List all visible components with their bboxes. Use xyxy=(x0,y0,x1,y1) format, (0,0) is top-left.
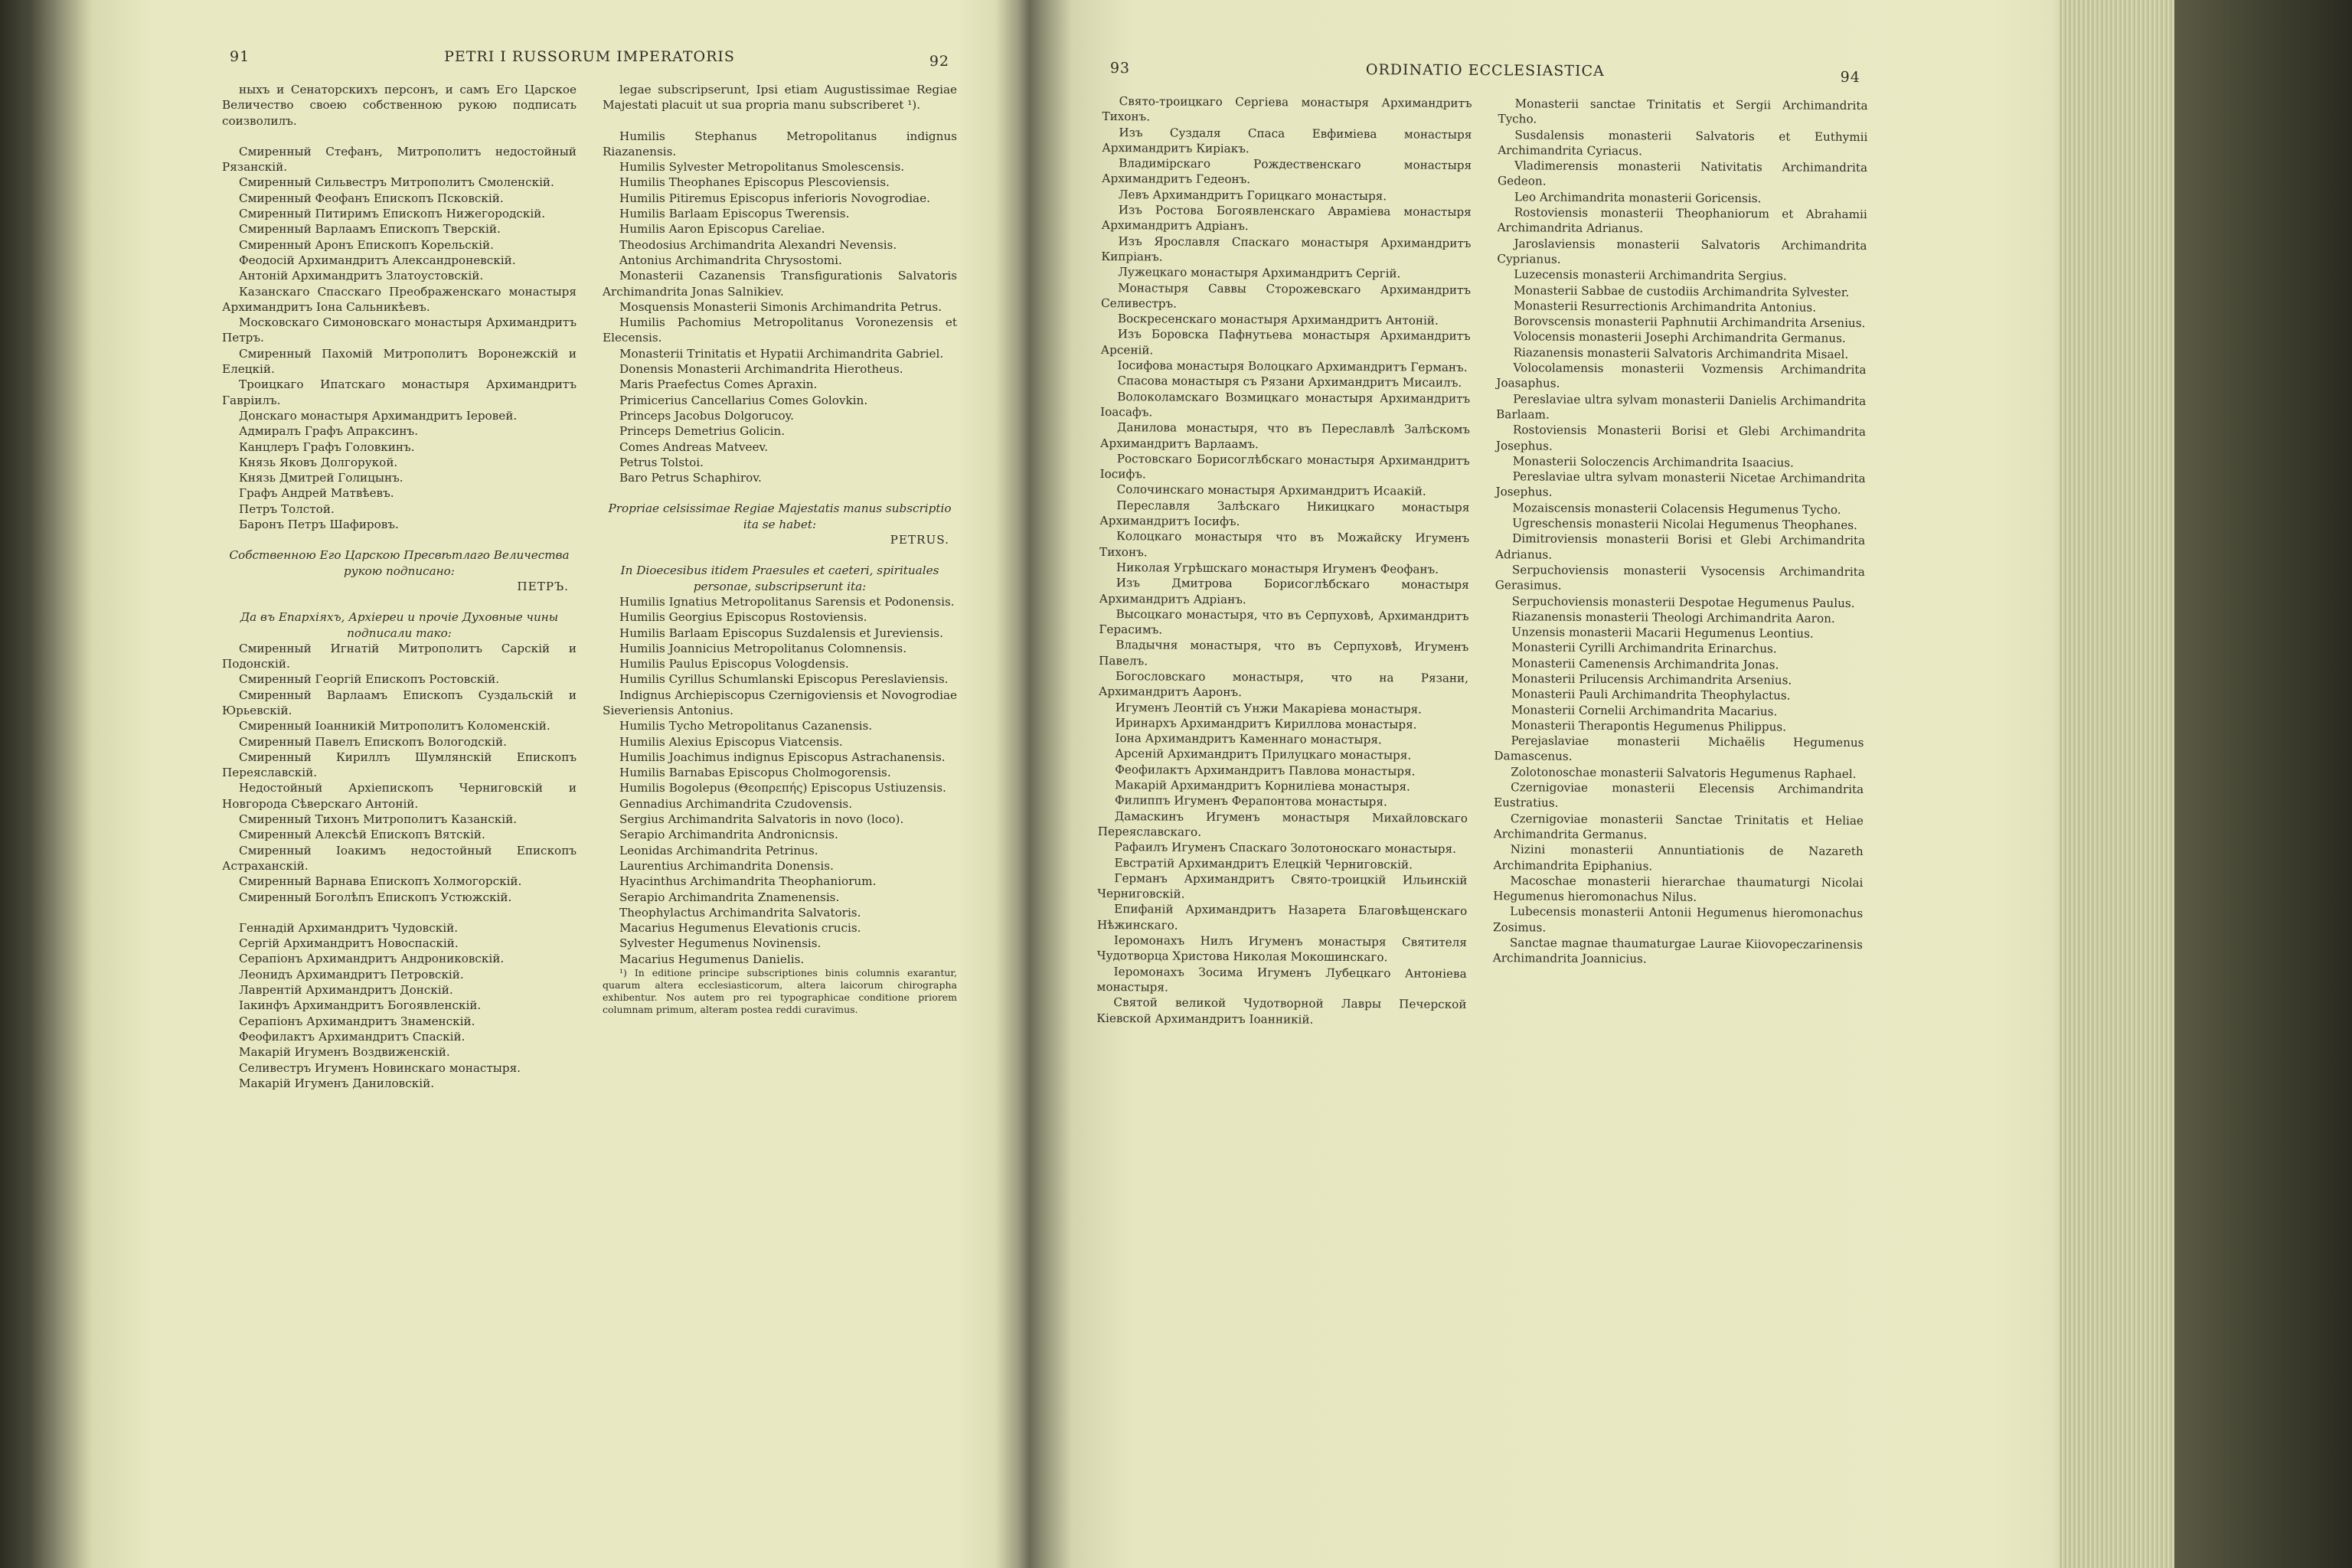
entry-line: Humilis Ignatius Metropolitanus Sarensis et Podonensis. xyxy=(619,594,955,609)
entry-line: Princeps Jacobus Dolgorucoy. xyxy=(619,408,794,423)
entry-line: Канцлеръ Графъ Головкинъ. xyxy=(239,439,415,454)
entry-line: Monasterii Prilucensis Archimandrita Arsenius. xyxy=(1511,671,1792,688)
entry-line: Monasterii Resurrectionis Archimandrita Antonius. xyxy=(1513,299,1817,315)
entry-line: Monasterii Cornelii Archimandrita Macarius. xyxy=(1511,702,1778,718)
russian-column xyxy=(222,82,577,1091)
entry-line: Volocolamensis monasterii Vozmensis Archimandrita Joasaphus. xyxy=(1496,361,1867,391)
page-number: 93 xyxy=(1109,60,1131,77)
entry-line: Іона Архимандритъ Каменнаго монастыря. xyxy=(1115,731,1382,747)
entry-line: Theophylactus Archimandrita Salvatoris. xyxy=(619,905,861,920)
entry-line: Serpuchoviensis monasterii Despotae Hegumenus Paulus. xyxy=(1511,593,1855,610)
entry-line: Изъ Боровска Пафнутьева монастыря Архимандритъ Арсеній. xyxy=(1100,327,1471,358)
entry-line: Германъ Архимандритъ Свято-троицкій Ильинскій Черниговскій. xyxy=(1097,871,1468,901)
entry-line: Леонидъ Архимандритъ Петровскій. xyxy=(239,967,464,982)
entry-line: Смиренный Варнава Епископъ Холмогорскій. xyxy=(239,874,522,889)
entry-line: Смиренный Павелъ Епископъ Вологодскій. xyxy=(239,734,507,749)
entry-line: Monasterii Therapontis Hegumenus Philippus. xyxy=(1511,718,1787,734)
entry-line: Gennadius Archimandrita Czudovensis. xyxy=(619,796,853,811)
entry-line: Humilis Tycho Metropolitanus Cazanensis. xyxy=(619,719,873,733)
entry-line: Изъ Суздаля Спаса Евфиміева монастыря Архимандритъ Киріакъ. xyxy=(1102,125,1472,156)
entry-line: Luzecensis monasterii Archimandrita Sergius. xyxy=(1514,267,1787,283)
entry-line: Владимірскаго Рождественскаго монастыря Архимандритъ Гедеонъ. xyxy=(1101,156,1472,187)
entry-line: Смиренный Варлаамъ Епископъ Суздальскій и Юрьевскій. xyxy=(222,688,577,717)
entry-line: Sanctae magnae thaumaturgae Laurae Kiiovopeczarinensis Archimandrita Joannicius. xyxy=(1492,936,1863,966)
latin-column xyxy=(1492,96,1867,1031)
entry-line: Спасова монастыря съ Рязани Архимандритъ Мисаилъ. xyxy=(1117,374,1462,390)
entry-line: Primicerius Cancellarius Comes Golovkin. xyxy=(619,393,868,407)
entry-line: Іеромонахъ Зосима Игуменъ Лубецкаго Антоніева монастыря. xyxy=(1096,964,1467,995)
entry-line: Czernigoviae monasterii Elecensis Archimandrita Eustratius. xyxy=(1493,780,1864,811)
entry-line: Иринархъ Архимандритъ Кириллова монастыря. xyxy=(1115,715,1417,732)
footnote: ¹) In editione principe subscriptiones binis columnis exarantur, quarum altera ecclesiasticorum, altera laicorum chirographa exhibentur. Nos autem pro rei typographicae conditione priorem columnam primum, alteram postea reddi curavimus. xyxy=(603,967,957,1016)
entry-line: Humilis Alexius Episcopus Viatcensis. xyxy=(619,734,843,749)
entry-line: Humilis Barnabas Episcopus Cholmogorensis. xyxy=(619,766,891,780)
entry-line: Humilis Paulus Episcopus Vologdensis. xyxy=(619,657,849,671)
entry-line: Monasterii Sabbae de custodiis Archimandrita Sylvester. xyxy=(1514,283,1850,299)
entry-line: Indignus Archiepiscopus Czernigoviensis et Novogrodiae Sieveriensis Antonius. xyxy=(603,688,957,717)
entry-line: Іакинфъ Архимандритъ Богоявленскій. xyxy=(239,998,482,1013)
entry-line: Monasterii Cazanensis Transfigurationis Salvatoris Archimandrita Jonas Salnikiev. xyxy=(603,269,957,299)
entry-line: Смиренный Георгій Епископъ Ростовскій. xyxy=(239,672,500,687)
entry-line: Смиренный Алексѣй Епископъ Вятскій. xyxy=(239,828,485,842)
entry-line: Rostoviensis Monasterii Borisi et Glebi Archimandrita Josephus. xyxy=(1495,423,1867,453)
entry-line: Изъ Дмитрова Борисоглѣбскаго монастыря Архимандритъ Адріанъ. xyxy=(1099,576,1469,606)
entry-line: Humilis Theophanes Episcopus Plescoviensis. xyxy=(619,175,890,190)
entry-line: Volocensis monasterii Josephi Archimandrita Germanus. xyxy=(1513,329,1846,346)
entry-line: Czernigoviae monasterii Sanctae Trinitatis et Heliae Archimandrita Germanus. xyxy=(1493,811,1864,842)
entry-line: Князь Яковъ Долгорукой. xyxy=(239,455,398,469)
entry-line: Воскресенскаго монастыря Архимандритъ Антоній. xyxy=(1117,312,1439,328)
entry-line: Perejaslaviae monasterii Michaëlis Hegumenus Damascenus. xyxy=(1494,733,1864,764)
entry-line: Владычня монастыря, что въ Серпуховѣ, Игуменъ Павелъ. xyxy=(1099,638,1469,668)
signature: PETRUS. xyxy=(890,533,949,547)
paragraph-gap xyxy=(222,129,577,144)
entry-line: Смиренный Феофанъ Епископъ Псковскій. xyxy=(239,191,504,205)
entry-line: Serapio Archimandrita Znamenensis. xyxy=(619,890,840,904)
page-number: 94 xyxy=(1840,68,1860,87)
entry-line: Monasterii Soloczencis Archimandrita Isaacius. xyxy=(1512,454,1794,470)
entry-line: Serapio Archimandrita Andronicnsis. xyxy=(619,828,838,842)
entry-line: Князь Дмитрей Голицынъ. xyxy=(239,471,403,485)
entry-line: Іосифова монастыря Волоцкаго Архимандритъ Германъ. xyxy=(1117,358,1468,374)
entry-line: Изъ Ростова Богоявленскаго Авраміева монастыря Архимандритъ Адріанъ. xyxy=(1101,203,1472,234)
entry-line: Sergius Archimandrita Salvatoris in novo (loco). xyxy=(619,812,904,827)
entry-line: Николая Угрѣшскаго монастыря Игуменъ Феофанъ. xyxy=(1116,560,1439,577)
entry-line: Macoschae monasterii hierarchae thaumaturgi Nicolai Hegumenus hieromonachus Nilus. xyxy=(1493,874,1864,904)
entry-line: Humilis Sylvester Metropolitanus Smolescensis. xyxy=(619,160,905,175)
left-page xyxy=(222,42,957,1091)
entry-line: Mozaiscensis monasterii Colacensis Hegumenus Tycho. xyxy=(1512,501,1841,517)
entry-line: Humilis Cyrillus Schumlanski Episcopus Pereslaviensis. xyxy=(619,672,949,687)
left-running-head xyxy=(222,42,957,73)
entry-line: Богословскаго монастыря, что на Рязани, Архимандритъ Ааронъ. xyxy=(1098,669,1469,700)
signature-note: Собственною Его Царскою Пресвѣтлаго Величества рукою подписано: xyxy=(229,548,570,578)
right-page xyxy=(1096,54,1868,1031)
entry-line: Троицкаго Ипатскаго монастыря Архимандритъ Гавріилъ. xyxy=(222,377,577,407)
book-cover-edge xyxy=(2174,0,2352,1568)
entry-line: Сергій Архимандритъ Новоспаскій. xyxy=(239,936,459,951)
entry-line: Monasterii Camenensis Archimandrita Jonas. xyxy=(1511,655,1779,672)
paragraph-gap xyxy=(222,905,577,920)
entry-line: Смиренный Боголѣпъ Епископъ Устюжскій. xyxy=(239,890,512,904)
entry-line: Евстратій Архимандритъ Елецкій Черниговскій. xyxy=(1114,855,1413,872)
entry-line: Maris Praefectus Comes Apraxin. xyxy=(619,377,818,392)
entry-line: Humilis Stephanus Metropolitanus indignus Riazanensis. xyxy=(603,129,957,158)
entry-line: Vladimerensis monasterii Nativitatis Archimandrita Gedeon. xyxy=(1497,158,1868,189)
entry-line: Baro Petrus Schaphirov. xyxy=(619,471,762,485)
entry-line: Humilis Pitiremus Episcopus inferioris Novogrodiae. xyxy=(619,191,930,205)
page-number: 92 xyxy=(929,53,949,70)
entry-line: Переславля Залѣскаго Никицкаго монастыря Архимандритъ Іосифъ. xyxy=(1099,498,1470,529)
section-heading: Да въ Епархіяхъ, Архіереи и прочіе Духовные чины подписали тако: xyxy=(240,610,559,640)
section-heading: In Dioecesibus itidem Praesules et caeteri, spirituales personae, subscripserunt ita: xyxy=(620,564,939,593)
entry-line: Донскаго монастыря Архимандритъ Іеровей. xyxy=(239,408,518,423)
entry-line: Leo Archimandrita monasterii Goricensis. xyxy=(1514,190,1762,206)
entry-line: Comes Andreas Matveev. xyxy=(619,439,769,454)
right-running-head xyxy=(1102,54,1868,89)
entry-line: Смиренный Питиримъ Епископъ Нижегородскій. xyxy=(239,207,546,221)
entry-line: Monasterii Pauli Archimandrita Theophylactus. xyxy=(1511,687,1791,703)
entry-line: Рафаилъ Игуменъ Спаскаго Золотоноскаго монастыря. xyxy=(1114,840,1456,857)
signature-note: Propriae celsissimae Regiae Majestatis manus subscriptio ita se habet: xyxy=(608,501,952,531)
running-head-title: ORDINATIO ECCLESIASTICA xyxy=(1365,61,1605,80)
entry-line: Theodosius Archimandrita Alexandri Nevensis. xyxy=(619,237,897,252)
entry-line: Nizini monasterii Annuntiationis de Nazareth Archimandrita Epiphanius. xyxy=(1493,842,1864,873)
entry-line: Jaroslaviensis monasterii Salvatoris Archimandrita Cyprianus. xyxy=(1497,236,1867,266)
entry-line: Свято-троицкаго Сергіева монастыря Архимандритъ Тихонъ. xyxy=(1102,94,1472,124)
entry-line: Колоцкаго монастыря что въ Можайску Игуменъ Тихонъ. xyxy=(1099,529,1470,559)
entry-line: Antonius Archimandrita Chrysostomi. xyxy=(619,253,842,267)
entry-line: Смиренный Аронъ Епископъ Корельскій. xyxy=(239,237,494,252)
entry-line: Monasterii Cyrilli Archimandrita Erinarchus. xyxy=(1511,640,1777,656)
entry-line: Unzensis monasterii Macarii Hegumenus Leontius. xyxy=(1511,625,1814,641)
entry-line: Смиренный Пахомій Митрополитъ Воронежскій и Елецкій. xyxy=(222,346,577,377)
entry-line: Макарій Игуменъ Воздвиженскій. xyxy=(239,1045,450,1060)
entry-line: Макарій Игуменъ Даниловскій. xyxy=(239,1076,435,1090)
entry-line: Humilis Barlaam Episcopus Twerensis. xyxy=(619,207,850,221)
entry-line: Humilis Aaron Episcopus Careliae. xyxy=(619,222,825,237)
latin-column xyxy=(603,82,957,1091)
entry-line: Лужецкаго монастыря Архимандритъ Сергій. xyxy=(1118,265,1401,281)
entry-line: Donensis Monasterii Archimandrita Hierotheus. xyxy=(619,362,903,377)
entry-line: Макарій Архимандритъ Корниліева монастыря. xyxy=(1115,778,1410,794)
signature: ПЕТРЪ. xyxy=(517,579,569,593)
entry-line: Петръ Толстой. xyxy=(239,501,335,516)
page-edges xyxy=(2060,0,2174,1568)
entry-line: Petrus Tolstoi. xyxy=(619,455,704,469)
entry-line: Лаврентій Архимандритъ Донскій. xyxy=(239,983,453,998)
entry-line: Humilis Joachimus indignus Episcopus Astrachanensis. xyxy=(619,750,946,764)
entry-line: Princeps Demetrius Golicin. xyxy=(619,424,786,439)
entry-line: Humilis Barlaam Episcopus Suzdalensis et Jureviensis. xyxy=(619,626,943,640)
entry-line: Ростовскаго Борисоглѣбскаго монастыря Архимандритъ Іосифъ. xyxy=(1099,451,1470,482)
entry-line: Borovscensis monasterii Paphnutii Archimandrita Arsenius. xyxy=(1513,314,1866,331)
entry-line: Казанскаго Спасскаго Преображенскаго монастыря Архимандритъ Іона Сальникѣевъ. xyxy=(222,284,577,314)
entry-line: Leonidas Archimandrita Petrinus. xyxy=(619,843,818,858)
entry-line: Riazanensis monasterii Theologi Archimandrita Aaron. xyxy=(1511,609,1835,626)
entry-line: Monasterii sanctae Trinitatis et Sergii Archimandrita Tycho. xyxy=(1498,96,1868,126)
entry-line: Monasterii Trinitatis et Hypatii Archimandrita Gabriel. xyxy=(619,346,944,361)
entry-line: Смиренный Іоакимъ недостойный Епископъ Астраханскій. xyxy=(222,843,577,873)
entry-line: Смиренный Стефанъ, Митрополитъ недостойный Рязанскій. xyxy=(222,144,577,175)
entry-line: Humilis Joannicius Metropolitanus Colomnensis. xyxy=(619,641,907,655)
entry-line: Святой великой Чудотворной Лавры Печерской Кіевской Архимандритъ Іоанникій. xyxy=(1096,995,1467,1027)
entry-line: Dimitroviensis monasterii Borisi et Glebi Archimandrita Adrianus. xyxy=(1494,531,1866,562)
entry-line: Серапіонъ Архимандритъ Андрониковскій. xyxy=(239,952,505,966)
entry-line: Humilis Georgius Episcopus Rostoviensis. xyxy=(619,610,867,625)
entry-line: Іеромонахъ Нилъ Игуменъ монастыря Святителя Чудотворца Христова Николая Мокошинскаго. xyxy=(1096,933,1467,965)
entry-line: Susdalensis monasterii Salvatoris et Euthymii Archimandrita Cyriacus. xyxy=(1498,127,1868,158)
entry-line: Смиренный Іоанникій Митрополитъ Коломенскій. xyxy=(239,719,550,733)
entry-line: Macarius Hegumenus Elevationis crucis. xyxy=(619,921,861,936)
entry-line: Серапіонъ Архимандритъ Знаменскій. xyxy=(239,1014,475,1028)
entry-line: Mosquensis Monasterii Simonis Archimandrita Petrus. xyxy=(619,299,942,314)
entry-line: Данилова монастыря, что въ Переславлѣ Залѣскомъ Архимандритъ Варлаамъ. xyxy=(1099,420,1471,451)
entry-line: Филиппъ Игуменъ Ферапонтова монастыря. xyxy=(1114,793,1387,809)
russian-column xyxy=(1096,93,1472,1028)
entry-line: Антоній Архимандритъ Златоустовскій. xyxy=(239,269,484,283)
entry-line: Смиренный Игнатій Митрополитъ Сарскій и Подонскій. xyxy=(222,641,577,671)
entry-line: Селивестръ Игуменъ Новинскаго монастыря. xyxy=(239,1060,521,1075)
entry-line: Humilis Pachomius Metropolitanus Voronezensis et Elecensis. xyxy=(603,315,957,345)
entry-line: Изъ Ярославля Спаскаго монастыря Архимандритъ Кипріанъ. xyxy=(1101,234,1472,264)
entry-line: Ugreschensis monasterii Nicolai Hegumenus Theophanes. xyxy=(1512,516,1857,533)
entry-line: Zolotonoschae monasterii Salvatoris Hegumenus Raphael. xyxy=(1511,765,1857,781)
entry-line: Macarius Hegumenus Danielis. xyxy=(619,952,805,966)
entry-line: Pereslaviae ultra sylvam monasterii Danielis Archimandrita Barlaam. xyxy=(1496,391,1867,422)
entry-line: Монастыря Саввы Сторожевскаго Архимандритъ Селивестръ. xyxy=(1100,280,1472,311)
entry-line: Serpuchoviensis monasterii Vysocensis Archimandrita Gerasimus. xyxy=(1494,563,1865,593)
entry-line: Феодосій Архимандритъ Александроневскій. xyxy=(239,253,516,267)
entry-line: legae subscripserunt, Ipsi etiam Augustissimae Regiae Majestati placuit ut sua propria manu subscriberet ¹). xyxy=(603,83,957,113)
entry-line: Московскаго Симоновскаго монастыря Архимандритъ Петръ. xyxy=(222,315,577,345)
entry-line: Дамаскинъ Игуменъ монастыря Михайловскаго Переяславскаго. xyxy=(1097,808,1468,839)
entry-line: Высоцкаго монастыря, что въ Серпуховѣ, Архимандритъ Герасимъ. xyxy=(1099,606,1469,637)
entry-line: Hyacinthus Archimandrita Theophaniorum. xyxy=(619,874,877,889)
entry-line: Солочинскаго монастыря Архимандритъ Исаакій. xyxy=(1116,482,1426,499)
entry-line: Rostoviensis monasterii Theophaniorum et Abrahamii Archimandrita Adrianus. xyxy=(1497,205,1867,236)
page-number: 91 xyxy=(230,48,250,65)
paragraph-gap xyxy=(603,113,957,129)
entry-line: Баронъ Петръ Шафировъ. xyxy=(239,518,399,532)
entry-line: Riazanensis monasterii Salvatoris Archimandrita Misael. xyxy=(1513,345,1849,361)
entry-line: Геннадій Архимандритъ Чудовскій. xyxy=(239,920,459,935)
entry-line: Humilis Bogolepus (Θεοπρεπής) Episcopus Ustiuzensis. xyxy=(619,781,946,795)
entry-line: Смиренный Кириллъ Шумлянскій Епископъ Переяславскій. xyxy=(222,750,577,780)
entry-line: Sylvester Hegumenus Novinensis. xyxy=(619,936,822,951)
entry-line: Pereslaviae ultra sylvam monasterii Nicetae Archimandrita Josephus. xyxy=(1495,469,1866,500)
entry-line: Арсеній Архимандритъ Прилуцкаго монастыря. xyxy=(1115,746,1412,763)
running-head-title: PETRI I RUSSORUM IMPERATORIS xyxy=(444,48,735,65)
entry-line: Laurentius Archimandrita Donensis. xyxy=(619,858,834,873)
entry-line: Смиренный Сильвестръ Митрополитъ Смоленскій. xyxy=(239,175,554,190)
entry-line: Епифаній Архимандритъ Назарета Благовѣщенскаго Нѣжинскаго. xyxy=(1096,902,1468,933)
entry-line: ныхъ и Сенаторскихъ персонъ, и самъ Его Царское Величество своею собственною рукою подписать соизволилъ. xyxy=(222,83,577,128)
entry-line: Смиренный Варлаамъ Епископъ Тверскій. xyxy=(239,222,501,237)
entry-line: Смиренный Тихонъ Митрополитъ Казанскій. xyxy=(239,812,518,827)
entry-line: Адмиралъ Графъ Апраксинъ. xyxy=(239,424,419,439)
entry-line: Lubecensis monasterii Antonii Hegumenus hieromonachus Zosimus. xyxy=(1492,904,1864,935)
entry-line: Игуменъ Леонтій съ Унжи Макаріева монастыря. xyxy=(1115,700,1422,717)
entry-line: Графъ Андрей Матвѣевъ. xyxy=(239,486,394,501)
entry-line: Феофилактъ Архимандритъ Павлова монастыря. xyxy=(1115,762,1416,779)
entry-line: Недостойный Архіепископъ Черниговскій и Новгорода Сѣверскаго Антоній. xyxy=(222,781,577,811)
entry-line: Феофилактъ Архимандритъ Спаскій. xyxy=(239,1029,466,1044)
entry-line: Левъ Архимандритъ Горицкаго монастыря. xyxy=(1118,187,1387,204)
entry-line: Волоколамскаго Возмицкаго монастыря Архимандритъ Іоасафъ. xyxy=(1100,389,1471,420)
